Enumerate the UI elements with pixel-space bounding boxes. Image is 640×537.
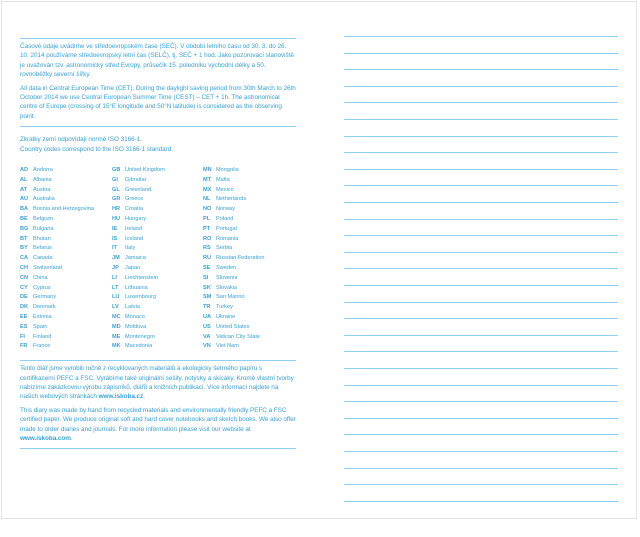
country-row — [203, 264, 296, 274]
country-code: FR — [20, 343, 28, 350]
country-row — [203, 176, 296, 186]
ruled-line — [344, 185, 618, 186]
country-row — [20, 333, 112, 343]
country-row — [20, 176, 112, 186]
country-code: DK — [20, 304, 29, 311]
country-name: Hungary — [125, 216, 147, 223]
country-row — [20, 274, 112, 284]
country-row — [112, 235, 203, 245]
country-code: GL — [112, 186, 120, 193]
country-name: Andorra — [33, 167, 53, 174]
ruled-line — [344, 335, 618, 336]
country-code: LT — [112, 284, 119, 291]
country-name: Serbia — [216, 245, 233, 252]
ruled-line — [344, 401, 618, 402]
country-name: United Kingdom — [125, 167, 165, 174]
ruled-line — [344, 368, 618, 369]
country-code: BE — [20, 216, 28, 223]
country-name: Slovenia — [216, 274, 238, 281]
country-row — [203, 225, 296, 235]
country-code: VN — [203, 343, 211, 350]
country-row — [203, 284, 296, 294]
country-code: BA — [20, 206, 29, 213]
country-name: Australia — [33, 196, 55, 203]
country-row — [203, 195, 296, 205]
country-row — [20, 264, 112, 274]
country-name: Canada — [33, 255, 53, 262]
country-name: Sweden — [216, 265, 237, 272]
country-name: Montenegro — [125, 333, 155, 340]
country-row — [112, 205, 203, 215]
country-code: LI — [112, 274, 117, 281]
country-code: HR — [112, 206, 121, 213]
country-name: Malta — [216, 176, 230, 183]
country-code: ES — [20, 323, 28, 330]
ruled-line — [344, 285, 618, 286]
ruled-line — [344, 351, 618, 352]
country-column — [20, 166, 112, 352]
en-website-link[interactable]: www.iskoba.com — [20, 435, 71, 443]
country-column — [112, 166, 203, 352]
country-row — [112, 195, 203, 205]
country-name: San Marino — [216, 294, 245, 301]
ruled-line — [344, 468, 618, 469]
country-column — [203, 166, 296, 352]
country-row — [112, 186, 203, 196]
ruled-line — [344, 136, 618, 137]
country-row — [20, 225, 112, 235]
country-row — [112, 284, 203, 294]
country-code: MX — [203, 186, 212, 193]
cz-codes-note: Zkratky zemí odpovídají normě ISO 3166-1. — [20, 136, 142, 144]
ruled-line — [344, 302, 618, 303]
ruled-line — [344, 484, 618, 485]
country-row — [20, 323, 112, 333]
country-row — [20, 303, 112, 313]
country-code: MT — [203, 176, 212, 183]
country-code: LV — [112, 304, 119, 311]
country-name: Monaco — [125, 314, 145, 321]
country-row — [203, 166, 296, 176]
country-row — [203, 215, 296, 225]
country-row — [112, 244, 203, 254]
country-code: IE — [112, 225, 118, 232]
country-code: PT — [203, 225, 211, 232]
country-row — [203, 235, 296, 245]
country-name: Ireland — [125, 225, 143, 232]
country-code: GI — [112, 176, 118, 183]
ruled-line — [344, 318, 618, 319]
country-code-table — [20, 166, 296, 352]
country-row — [112, 254, 203, 264]
country-code: TR — [203, 304, 211, 311]
country-code: RU — [203, 255, 212, 262]
country-row — [112, 342, 203, 352]
ruled-line — [344, 252, 618, 253]
country-row — [203, 303, 296, 313]
country-code: BT — [20, 235, 28, 242]
country-name: Greenland — [125, 186, 152, 193]
country-name: China — [33, 274, 48, 281]
country-code: CH — [20, 265, 29, 272]
country-name: Italy — [125, 245, 136, 252]
ruled-line — [344, 418, 618, 419]
country-code: RS — [203, 245, 211, 252]
country-row — [112, 293, 203, 303]
country-row — [20, 195, 112, 205]
country-name: France — [33, 343, 51, 350]
country-code: HU — [112, 216, 121, 223]
country-code: CN — [20, 274, 29, 281]
country-row — [20, 342, 112, 352]
country-code: MN — [203, 167, 212, 174]
divider-line — [20, 38, 296, 39]
country-code: SM — [203, 294, 212, 301]
divider-line — [20, 126, 296, 127]
ruled-line — [344, 152, 618, 153]
left-page — [20, 38, 296, 449]
country-code: SI — [203, 274, 209, 281]
country-name: Gibraltar — [125, 176, 147, 183]
ruled-line — [344, 169, 618, 170]
right-page-lined — [344, 0, 618, 520]
ruled-line — [344, 36, 618, 37]
country-name: Macedonia — [125, 343, 153, 350]
country-row — [203, 293, 296, 303]
country-code: NL — [203, 196, 211, 203]
cz-website-link[interactable]: www.iskoba.cz — [98, 393, 144, 401]
en-footer-text: This diary was made by hand from recycled materials and environmentally friendly PEFC a FSC certified paper. We produce original soft and hard cover notebooks and sketch books. We also offer made to order diaries and journals. For more information please visit our website at — [20, 406, 296, 433]
country-code: VA — [203, 333, 211, 340]
country-name: Moldova — [125, 323, 147, 330]
country-name: Belarus — [33, 245, 52, 252]
country-name: Russian Federation — [216, 255, 265, 262]
country-code: JM — [112, 255, 120, 262]
country-name: Turkey — [216, 304, 233, 311]
country-row — [112, 323, 203, 333]
country-code: MD — [112, 323, 121, 330]
country-name: Bosnia and Herzegovina — [33, 206, 94, 213]
country-code: FI — [20, 333, 25, 340]
country-code: DE — [20, 294, 28, 301]
country-name: Cyprus — [33, 284, 51, 291]
country-name: Finland — [33, 333, 52, 340]
country-code: CA — [20, 255, 29, 262]
country-row — [20, 313, 112, 323]
country-name: Luxembourg — [125, 294, 157, 301]
country-name: Switzerland — [33, 265, 62, 272]
country-row — [203, 333, 296, 343]
ruled-line — [344, 119, 618, 120]
ruled-line — [344, 434, 618, 435]
country-row — [112, 215, 203, 225]
ruled-line — [344, 102, 618, 103]
country-name: Lithuania — [125, 284, 148, 291]
country-row — [20, 284, 112, 294]
country-name: Vatican City State — [216, 333, 261, 340]
country-name: Denmark — [33, 304, 56, 311]
country-code: SK — [203, 284, 211, 291]
country-code: US — [203, 323, 211, 330]
country-code: MC — [112, 314, 121, 321]
country-row — [112, 313, 203, 323]
country-name: Norway — [216, 206, 235, 213]
country-code: CY — [20, 284, 28, 291]
country-row — [203, 244, 296, 254]
ruled-line — [344, 268, 618, 269]
country-row — [203, 313, 296, 323]
divider-line — [20, 360, 296, 361]
country-code: AU — [20, 196, 29, 203]
ruled-line — [344, 69, 618, 70]
country-name: Iceland — [125, 235, 144, 242]
country-name: Japan — [125, 265, 141, 272]
country-row — [203, 274, 296, 284]
country-name: Poland — [216, 216, 234, 223]
ruled-line — [344, 501, 618, 502]
cz-footer-text: Tento diář jsme vyrobili ručně z recyklovaných materiálů a ekologicky šetrného papíru s certifikacemi PEFC a FSC. Vyrábíme také originální sešity, notýsky a skicáky. Kromě vlastní tvorby nabízíme zakázkovou výrobu zápisníků, diářů a knižních publikací. Více informací najdete na našich webových stránkách — [20, 365, 294, 401]
en-time-note: All data in Central European Time (CET). During the daylight saving period from 30th March to 26th October 2014 we use Central European Summer Time (CEST) – CET + 1h. The astronomical centre of Europe (crossing of 15°E longitude and 50°N latitude) is considered as the observing point. — [20, 84, 296, 120]
country-code: EE — [20, 314, 28, 321]
country-name: Ukraine — [216, 314, 236, 321]
divider-line — [20, 448, 296, 449]
en-footer-end: . — [70, 435, 73, 443]
country-code: RO — [203, 235, 212, 242]
country-name: Estonia — [33, 314, 52, 321]
country-row — [203, 323, 296, 333]
country-name: Bulgaria — [33, 225, 54, 232]
country-row — [203, 186, 296, 196]
country-name: Croatia — [125, 206, 144, 213]
country-code: GR — [112, 196, 121, 203]
country-row — [203, 342, 296, 352]
country-row — [20, 244, 112, 254]
country-name: Greece — [125, 196, 144, 203]
country-name: Viet Nam — [216, 343, 239, 350]
country-code: NO — [203, 206, 212, 213]
country-row — [20, 254, 112, 264]
country-name: United States — [216, 323, 250, 330]
country-code: BY — [20, 245, 28, 252]
country-code: JP — [112, 265, 119, 272]
country-code: LU — [112, 294, 120, 301]
country-code: AL — [20, 176, 28, 183]
country-code: IS — [112, 235, 118, 242]
country-row — [20, 205, 112, 215]
country-name: Jamaica — [125, 255, 146, 262]
country-name: Romania — [216, 235, 239, 242]
country-row — [20, 186, 112, 196]
country-row — [112, 166, 203, 176]
country-name: Bhutan — [33, 235, 51, 242]
ruled-line — [344, 86, 618, 87]
country-row — [20, 235, 112, 245]
ruled-line — [344, 219, 618, 220]
ruled-line — [344, 451, 618, 452]
country-row — [20, 293, 112, 303]
country-name: Albania — [33, 176, 52, 183]
country-row — [112, 264, 203, 274]
en-codes-note: Country codes correspond to the ISO 3166-1 standard. — [20, 145, 173, 153]
country-code: AT — [20, 186, 28, 193]
country-code: AD — [20, 167, 29, 174]
ruled-line — [344, 53, 618, 54]
country-name: Liechtenstein — [125, 274, 158, 281]
country-row — [112, 274, 203, 284]
country-row — [203, 205, 296, 215]
country-name: Mexico — [216, 186, 234, 193]
country-row — [20, 166, 112, 176]
country-code: SE — [203, 265, 211, 272]
country-name: Belgium — [33, 216, 54, 223]
country-code: UA — [203, 314, 212, 321]
country-name: Latvia — [125, 304, 140, 311]
country-name: Austria — [33, 186, 51, 193]
country-code: MK — [112, 343, 121, 350]
cz-footer-note — [20, 364, 296, 402]
country-row — [112, 225, 203, 235]
ruled-line — [344, 385, 618, 386]
country-row — [203, 254, 296, 264]
country-name: Spain — [33, 323, 48, 330]
country-name: Portugal — [216, 225, 237, 232]
country-row — [112, 176, 203, 186]
country-row — [112, 303, 203, 313]
country-name: Slovakia — [216, 284, 238, 291]
cz-time-note: Časové údaje uvádíme ve středoevropském čase (SEČ). V období letního času od 30. 3. do 26. 10. 2014 používáme středoevropský letní čas (SELČ), tj. SEČ + 1 hod. Jako pozorovací stanoviště je uvažován tzv. astronomický střed Evropy, průsečík 15. poledníku východní délky a 50. rovnoběžky severní šířky. — [20, 43, 294, 79]
country-name: Germany — [33, 294, 57, 301]
en-footer-note — [20, 406, 296, 444]
country-row — [112, 333, 203, 343]
country-name: Netherlands — [216, 196, 247, 203]
ruled-line — [344, 235, 618, 236]
country-name: Mongolia — [216, 167, 239, 174]
country-code: GB — [112, 167, 121, 174]
country-code: ME — [112, 333, 121, 340]
country-code: IT — [112, 245, 117, 252]
ruled-line — [344, 202, 618, 203]
cz-footer-end: . — [143, 393, 145, 401]
country-code: PL — [203, 216, 211, 223]
country-row — [20, 215, 112, 225]
country-code: BG — [20, 225, 29, 232]
